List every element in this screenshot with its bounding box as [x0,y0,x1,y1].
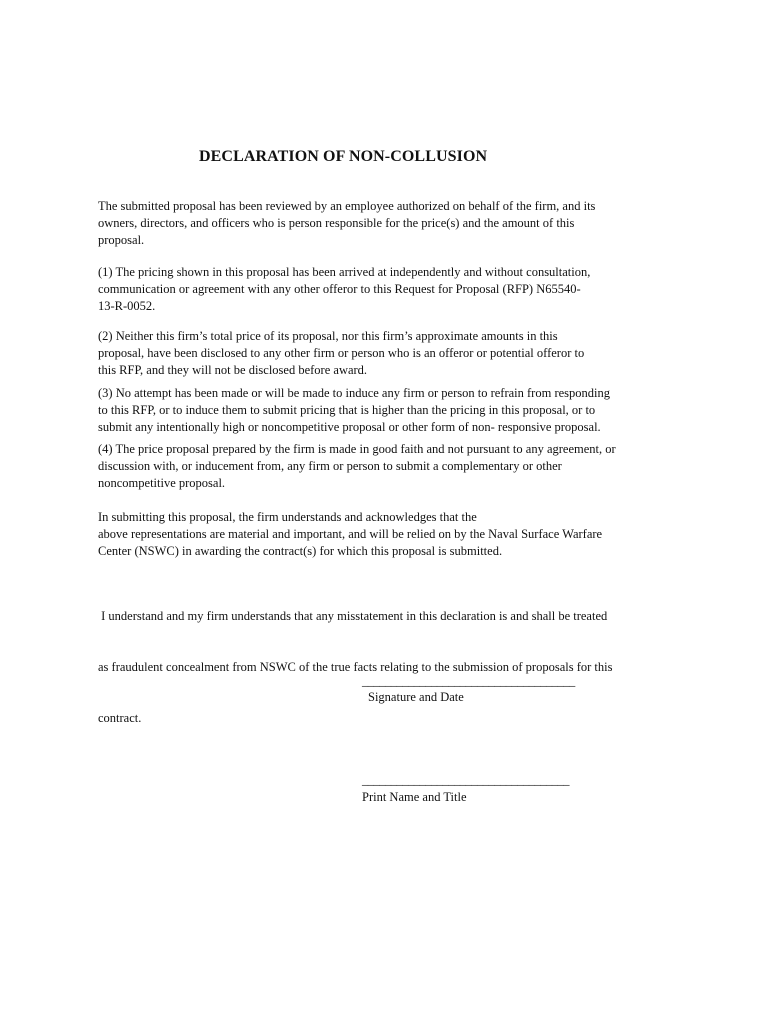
clause-2-paragraph [98,328,584,379]
paragraph-line: to this RFP, or to induce them to submit pricing that is higher than the pricing in this proposal, or to [98,403,596,417]
paragraph-line: (2) Neither this firm’s total price of its proposal, nor this firm’s approximate amounts in this [98,329,558,343]
paragraph-line: I understand and my firm understands that any misstatement in this declaration is and shall be treated [98,609,608,623]
acknowledgement-paragraph [98,509,602,560]
paragraph-line: discussion with, or inducement from, any firm or person to submit a complementary or other [98,459,562,473]
paragraph-line: In submitting this proposal, the firm understands and acknowledges that the [98,510,477,524]
paragraph-line: communication or agreement with any other offeror to this Request for Proposal (RFP) N65540- [98,282,581,296]
paragraph-line: (4) The price proposal prepared by the firm is made in good faith and not pursuant to any agreement, or [98,442,616,456]
paragraph-line: (1) The pricing shown in this proposal has been arrived at independently and without consultation, [98,265,591,279]
paragraph-line: contract. [98,711,142,725]
signature-line[interactable]: _____________________________________ [362,674,575,688]
paragraph-line: this RFP, and they will not be disclosed before award. [98,363,368,377]
paragraph-line: submit any intentionally high or noncompetitive proposal or other form of non- responsive proposal. [98,420,601,434]
paragraph-line: Center (NSWC) in awarding the contract(s) for which this proposal is submitted. [98,544,503,558]
print-name-line[interactable]: ____________________________________ [362,773,569,787]
intro-paragraph [98,198,595,249]
paragraph-line: The submitted proposal has been reviewed by an employee authorized on behalf of the firm, and its [98,199,596,213]
print-name-title-label: Print Name and Title [362,790,467,804]
paragraph-line: 13-R-0052. [98,299,156,313]
clause-3-paragraph [98,385,610,436]
paragraph-line: (3) No attempt has been made or will be made to induce any firm or person to refrain from responding [98,386,610,400]
paragraph-line: proposal, have been disclosed to any other firm or person who is an offeror or potential offeror to [98,346,585,360]
misstatement-paragraph [98,574,612,761]
paragraph-line: proposal. [98,233,145,247]
paragraph-line: noncompetitive proposal. [98,476,226,490]
clause-4-paragraph [98,441,616,492]
paragraph-line: as fraudulent concealment from NSWC of the true facts relating to the submission of proposals for this [98,660,613,674]
paragraph-line: above representations are material and important, and will be relied on by the Naval Surface Warfare [98,527,603,541]
signature-date-label: Signature and Date [368,690,464,704]
paragraph-line: owners, directors, and officers who is person responsible for the price(s) and the amount of this [98,216,575,230]
clause-1-paragraph [98,264,590,315]
document-title: DECLARATION OF NON-COLLUSION [199,148,488,165]
